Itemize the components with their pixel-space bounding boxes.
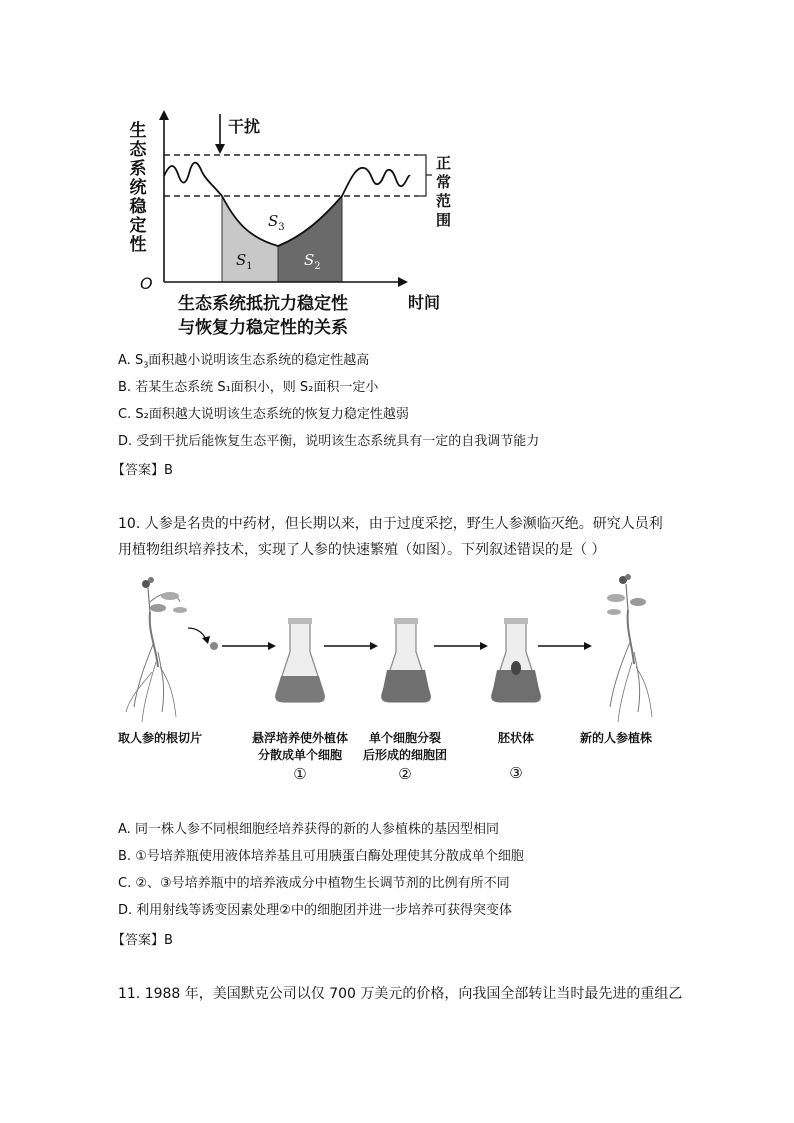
q9-option-a: A. $S_3$面积越小说明该生态系统的稳定性越高: [118, 353, 370, 370]
label-flask1: 悬浮培养使外植体 分散成单个细胞 ①: [251, 731, 348, 783]
flask-1: [276, 618, 325, 702]
x-axis-label: 时间: [408, 293, 441, 312]
stability-figure: [118, 108, 458, 346]
q10-option-d: D. 利用射线等诱变因素处理②中的细胞团并进一步培养可获得突变体: [118, 903, 512, 918]
label-flask2: 单个细胞分裂 后形成的细胞团 ②: [362, 731, 447, 783]
x-axis-arrow: [398, 277, 408, 287]
q9-answer: 【答案】B: [112, 463, 173, 478]
y-axis-arrow: [159, 110, 169, 120]
q10-stem-line2: 用植物组织培养技术，实现了人参的快速繁殖（如图）。下列叙述错误的是（ ）: [118, 542, 606, 558]
ginseng-culture-figure: [118, 572, 678, 787]
origin-label: O: [140, 274, 153, 293]
q10-option-b: B. ①号培养瓶使用液体培养基且可用胰蛋白酶处理使其分散成单个细胞: [118, 849, 524, 864]
disturb-arrow-head: [215, 144, 225, 154]
q11-stem-line1: 11. 1988 年，美国默克公司以仅 700 万美元的价格，向我国全部转让当时最先进的重组乙: [118, 986, 683, 1002]
s3-label: $S_3$: [268, 212, 285, 233]
range-brace: [418, 155, 432, 196]
q9-option-c: C. S₂面积越大说明该生态系统的恢复力稳定性越弱: [118, 407, 409, 422]
label-flask3: 胚状体 ③: [497, 731, 534, 782]
stability-curve: [164, 163, 410, 246]
figure1-caption: 生态系统抵抗力稳定性 与恢复力稳定性的关系: [178, 294, 348, 338]
root-slice: [210, 642, 218, 650]
ginseng-plant-right: [607, 574, 652, 722]
q10-option-a: A. 同一株人参不同根细胞经培养获得的新的人参植株的基因型相同: [118, 822, 499, 837]
flask-3: [492, 618, 541, 702]
q10-option-c: C. ②、③号培养瓶中的培养液成分中植物生长调节剂的比例有所不同: [118, 876, 510, 891]
s2-label: $S_2$: [304, 251, 321, 272]
normal-range-label: 正常 范围: [436, 154, 452, 229]
disturb-label: 干扰: [228, 117, 261, 136]
q10-answer: 【答案】B: [112, 933, 173, 948]
q9-option-d: D. 受到干扰后能恢复生态平衡，说明该生态系统具有一定的自我调节能力: [118, 434, 540, 449]
flask-2: [382, 618, 431, 702]
q9-option-b: B. 若某生态系统 S₁面积小，则 S₂面积一定小: [118, 380, 379, 395]
q10-stem-line1: 10. 人参是名贵的中药材，但长期以来，由于过度采挖，野生人参濒临灭绝。研究人员利: [118, 516, 663, 532]
s1-label: $S_1$: [236, 251, 253, 272]
label-new-plant: 新的人参植株: [580, 731, 653, 745]
label-root-slice: 取人参的根切片: [118, 731, 203, 745]
ginseng-plant-left: [126, 577, 187, 722]
y-axis-label: 生态系统稳定性: [129, 121, 147, 255]
